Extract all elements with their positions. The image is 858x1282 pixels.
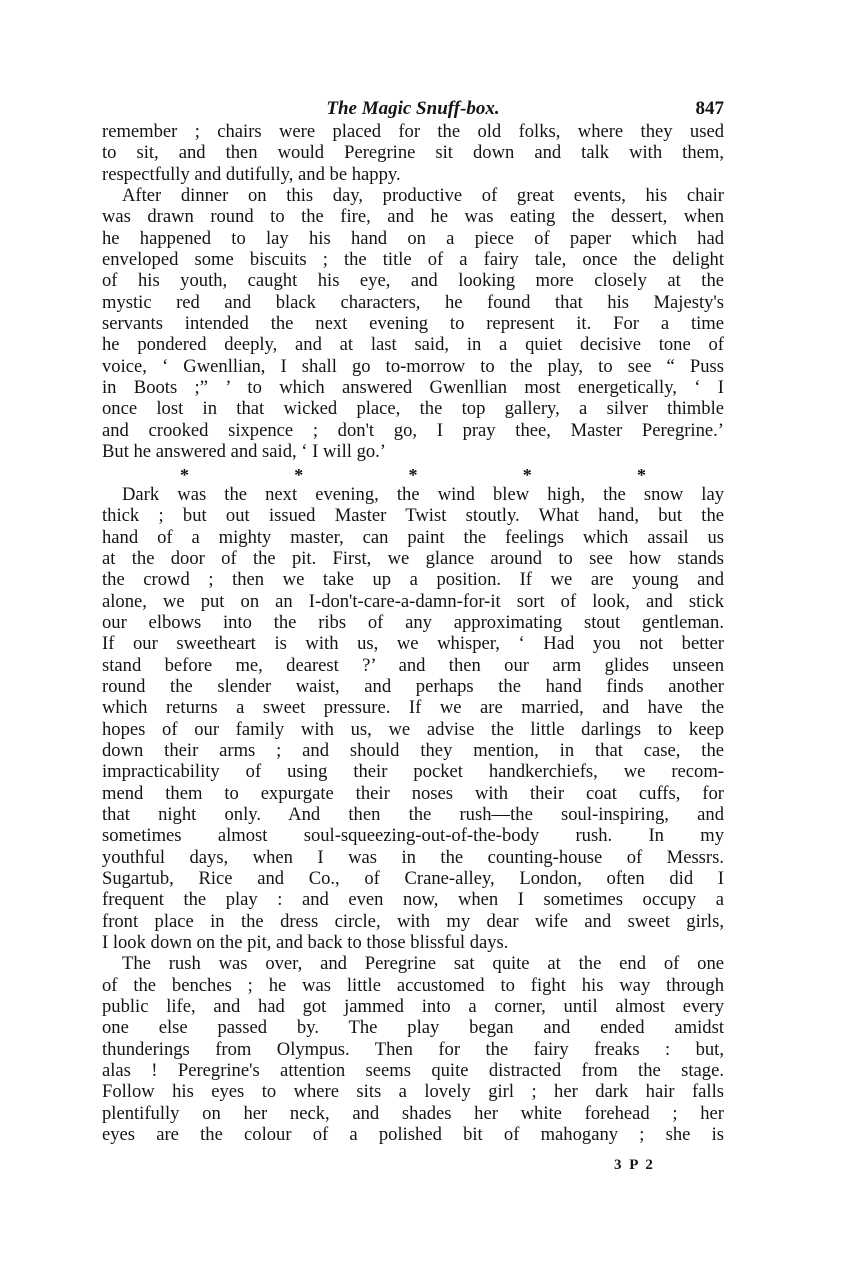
text-line: was drawn round to the fire, and he was eating the dessert, when <box>102 206 724 228</box>
running-title: The Magic Snuff-box. <box>326 98 500 119</box>
text-line: alas ! Peregrine's attention seems quite distracted from the stage. <box>102 1060 724 1082</box>
section-separator <box>102 463 724 484</box>
text-line: and crooked sixpence ; don't go, I pray thee, Master Peregrine.’ <box>102 419 724 441</box>
text-line: respectfully and dutifully, and be happy. <box>102 163 401 185</box>
text-line: thunderings from Olympus. Then for the fairy freaks : but, <box>102 1038 724 1060</box>
text-line: public life, and had got jammed into a corner, until almost every <box>102 996 724 1018</box>
text-line: impracticability of using their pocket handkerchiefs, we recom- <box>102 761 724 783</box>
text-line: our elbows into the ribs of any approximating stout gentleman. <box>102 611 724 633</box>
text-line: round the slender waist, and perhaps the hand finds another <box>102 675 724 697</box>
page-number: 847 <box>695 98 724 119</box>
text-line: hopes of our family with us, we advise the little darlings to keep <box>102 718 724 740</box>
text-line: enveloped some biscuits ; the title of a fairy tale, once the delight <box>102 249 724 271</box>
text-line: one else passed by. The play began and ended amidst <box>102 1017 724 1039</box>
text-line: Dark was the next evening, the wind blew high, the snow lay <box>122 483 724 505</box>
text-line: of the benches ; he was little accustomed to fight his way through <box>102 974 724 996</box>
text-line: Sugartub, Rice and Co., of Crane-alley, London, often did I <box>102 868 724 890</box>
text-line: of his youth, caught his eye, and looking more closely at the <box>102 270 724 292</box>
text-line: that night only. And then the rush—the soul-inspiring, and <box>102 804 724 825</box>
signature-mark: 3 P 2 <box>614 1157 655 1173</box>
text-line: hand of a mighty master, can paint the feelings which assail us <box>102 526 724 548</box>
text-line: sometimes almost soul-squeezing-out-of-the-body rush. In my <box>102 825 724 847</box>
text-block-2 <box>102 484 724 1146</box>
text-line: After dinner on this day, productive of great events, his chair <box>122 185 724 207</box>
text-block-1 <box>102 121 724 463</box>
asterisk: * <box>180 464 189 485</box>
text-line: If our sweetheart is with us, we whisper, ‘ Had you not better <box>102 633 724 655</box>
text-line: mend them to expurgate their noses with their coat cuffs, for <box>102 782 724 804</box>
text-line: at the door of the pit. First, we glance around to see how stands <box>102 547 724 569</box>
text-line: plentifully on her neck, and shades her white forehead ; her <box>102 1102 724 1124</box>
text-line: thick ; but out issued Master Twist stoutly. What hand, but the <box>102 505 724 527</box>
text-line: remember ; chairs were placed for the old folks, where they used <box>102 121 724 142</box>
text-line: which returns a sweet pressure. If we are married, and have the <box>102 697 724 719</box>
text-line: I look down on the pit, and back to those blissful days. <box>102 932 509 954</box>
text-line: frequent the play : and even now, when I sometimes occupy a <box>102 889 724 911</box>
text-line: voice, ‘ Gwenllian, I shall go to-morrow to the play, to see “ Puss <box>102 355 724 377</box>
text-line: in Boots ;” ’ to which answered Gwenllian most energetically, ‘ I <box>102 377 724 399</box>
text-line: once lost in that wicked place, the top gallery, a silver thimble <box>102 398 724 420</box>
text-line: Follow his eyes to where sits a lovely girl ; her dark hair falls <box>102 1081 724 1103</box>
asterisk: * <box>408 464 418 485</box>
text-line: mystic red and black characters, he found that his Majesty's <box>102 291 724 313</box>
asterisk: * <box>522 464 532 485</box>
body-text <box>102 121 724 1146</box>
text-line: But he answered and said, ‘ I will go.’ <box>102 441 386 463</box>
text-line: alone, we put on an I-don't-care-a-damn-for-it sort of look, and stick <box>102 590 724 612</box>
text-line: the crowd ; then we take up a position. If we are young and <box>102 569 724 591</box>
text-line: stand before me, dearest ?’ and then our arm glides unseen <box>102 654 724 676</box>
text-line: servants intended the next evening to represent it. For a time <box>102 313 724 335</box>
text-line: he happened to lay his hand on a piece of paper which had <box>102 227 724 249</box>
text-line: The rush was over, and Peregrine sat quite at the end of one <box>122 953 724 975</box>
text-line: he pondered deeply, and at last said, in a quiet decisive tone of <box>102 334 724 356</box>
text-line: front place in the dress circle, with my dear wife and sweet girls, <box>102 910 724 932</box>
text-line: youthful days, when I was in the counting-house of Messrs. <box>102 846 724 868</box>
text-line: down their arms ; and should they mention, in that case, the <box>102 739 724 761</box>
running-head <box>102 98 724 122</box>
text-line: to sit, and then would Peregrine sit down and talk with them, <box>102 142 724 164</box>
asterisk: * <box>637 464 646 485</box>
text-line: eyes are the colour of a polished bit of mahogany ; she is <box>102 1124 724 1146</box>
asterisk: * <box>294 464 304 485</box>
